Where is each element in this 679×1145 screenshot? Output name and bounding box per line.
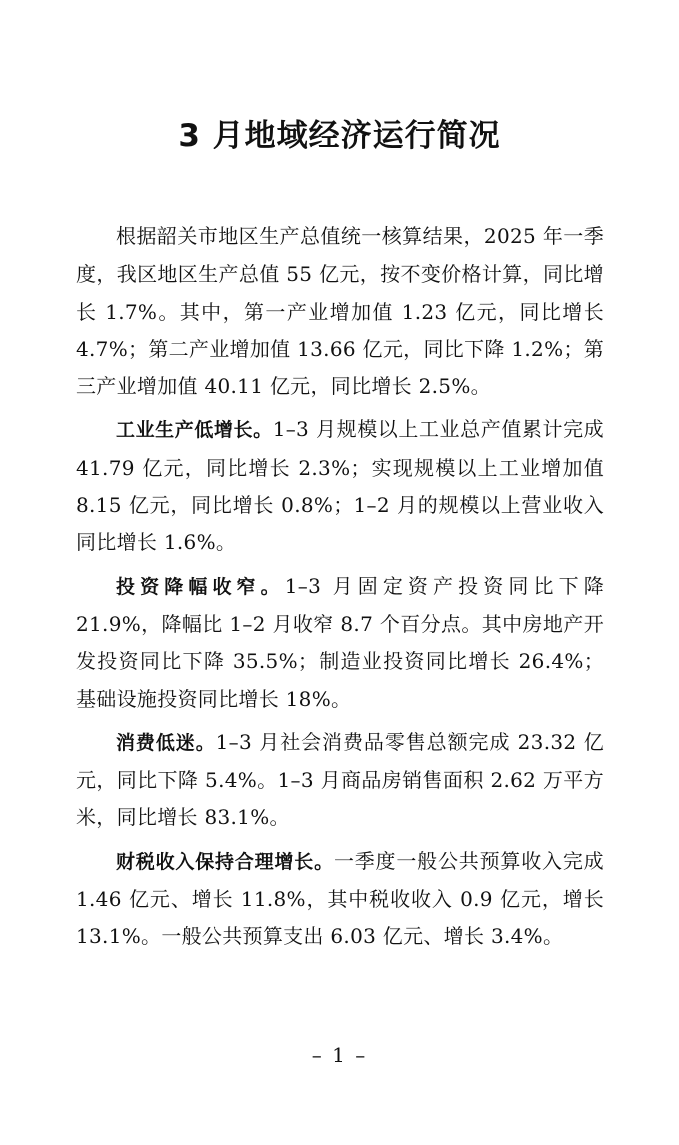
paragraph-text: 1–3 月规模以上工业总产值累计完成 41.79 亿元，同比增长 2.3%；实现规模以上工业增加值 8.15 亿元，同比增长 0.8%；1–2 月的规模以上营业收入同比增长 1.6%。 bbox=[76, 417, 604, 555]
paragraph-text: 1–3 月社会消费品零售总额完成 23.32 亿元，同比下降 5.4%。1–3 月商品房销售面积 2.62 万平方米，同比增长 83.1%。 bbox=[76, 729, 604, 830]
paragraph-consumption bbox=[76, 724, 604, 837]
paragraph-investment bbox=[76, 568, 604, 718]
paragraph-text: 一季度一般公共预算收入完成 1.46 亿元、增长 11.8%，其中税收收入 0.9 亿元，增长 13.1%。一般公共预算支出 6.03 亿元、增长 3.4%。 bbox=[76, 848, 604, 949]
paragraph-industry bbox=[76, 411, 604, 561]
document-title: 3 月地域经济运行简况 bbox=[178, 118, 501, 154]
paragraph-fiscal bbox=[76, 843, 604, 956]
paragraph-gdp-overview bbox=[76, 218, 604, 405]
paragraph-text: 1–3 月固定资产投资同比下降 21.9%，降幅比 1–2 月收窄 8.7 个百分点。其中房地产开发投资同比下降 35.5%；制造业投资同比增长 26.4%；基础设施投资同比增长 18%。 bbox=[76, 573, 604, 711]
paragraph-lead: 消费低迷。 bbox=[116, 731, 216, 754]
page-number: – 1 – bbox=[311, 1043, 368, 1067]
paragraph-lead: 投资降幅收窄。 bbox=[116, 575, 285, 598]
document-body bbox=[76, 218, 604, 962]
paragraph-text: 根据韶关市地区生产总值统一核算结果，2025 年一季度，我区地区生产总值 55 亿元，按不变价格计算，同比增长 1.7%。其中，第一产业增加值 1.23 亿元，同比增长 4.7%；第二产业增加值 13.66 亿元，同比下降 1.2%；第三产业增加值 40.11 亿元，同比增长 2.5%。 bbox=[76, 224, 604, 399]
paragraph-lead: 工业生产低增长。 bbox=[116, 419, 273, 442]
paragraph-lead: 财税收入保持合理增长。 bbox=[116, 850, 334, 873]
